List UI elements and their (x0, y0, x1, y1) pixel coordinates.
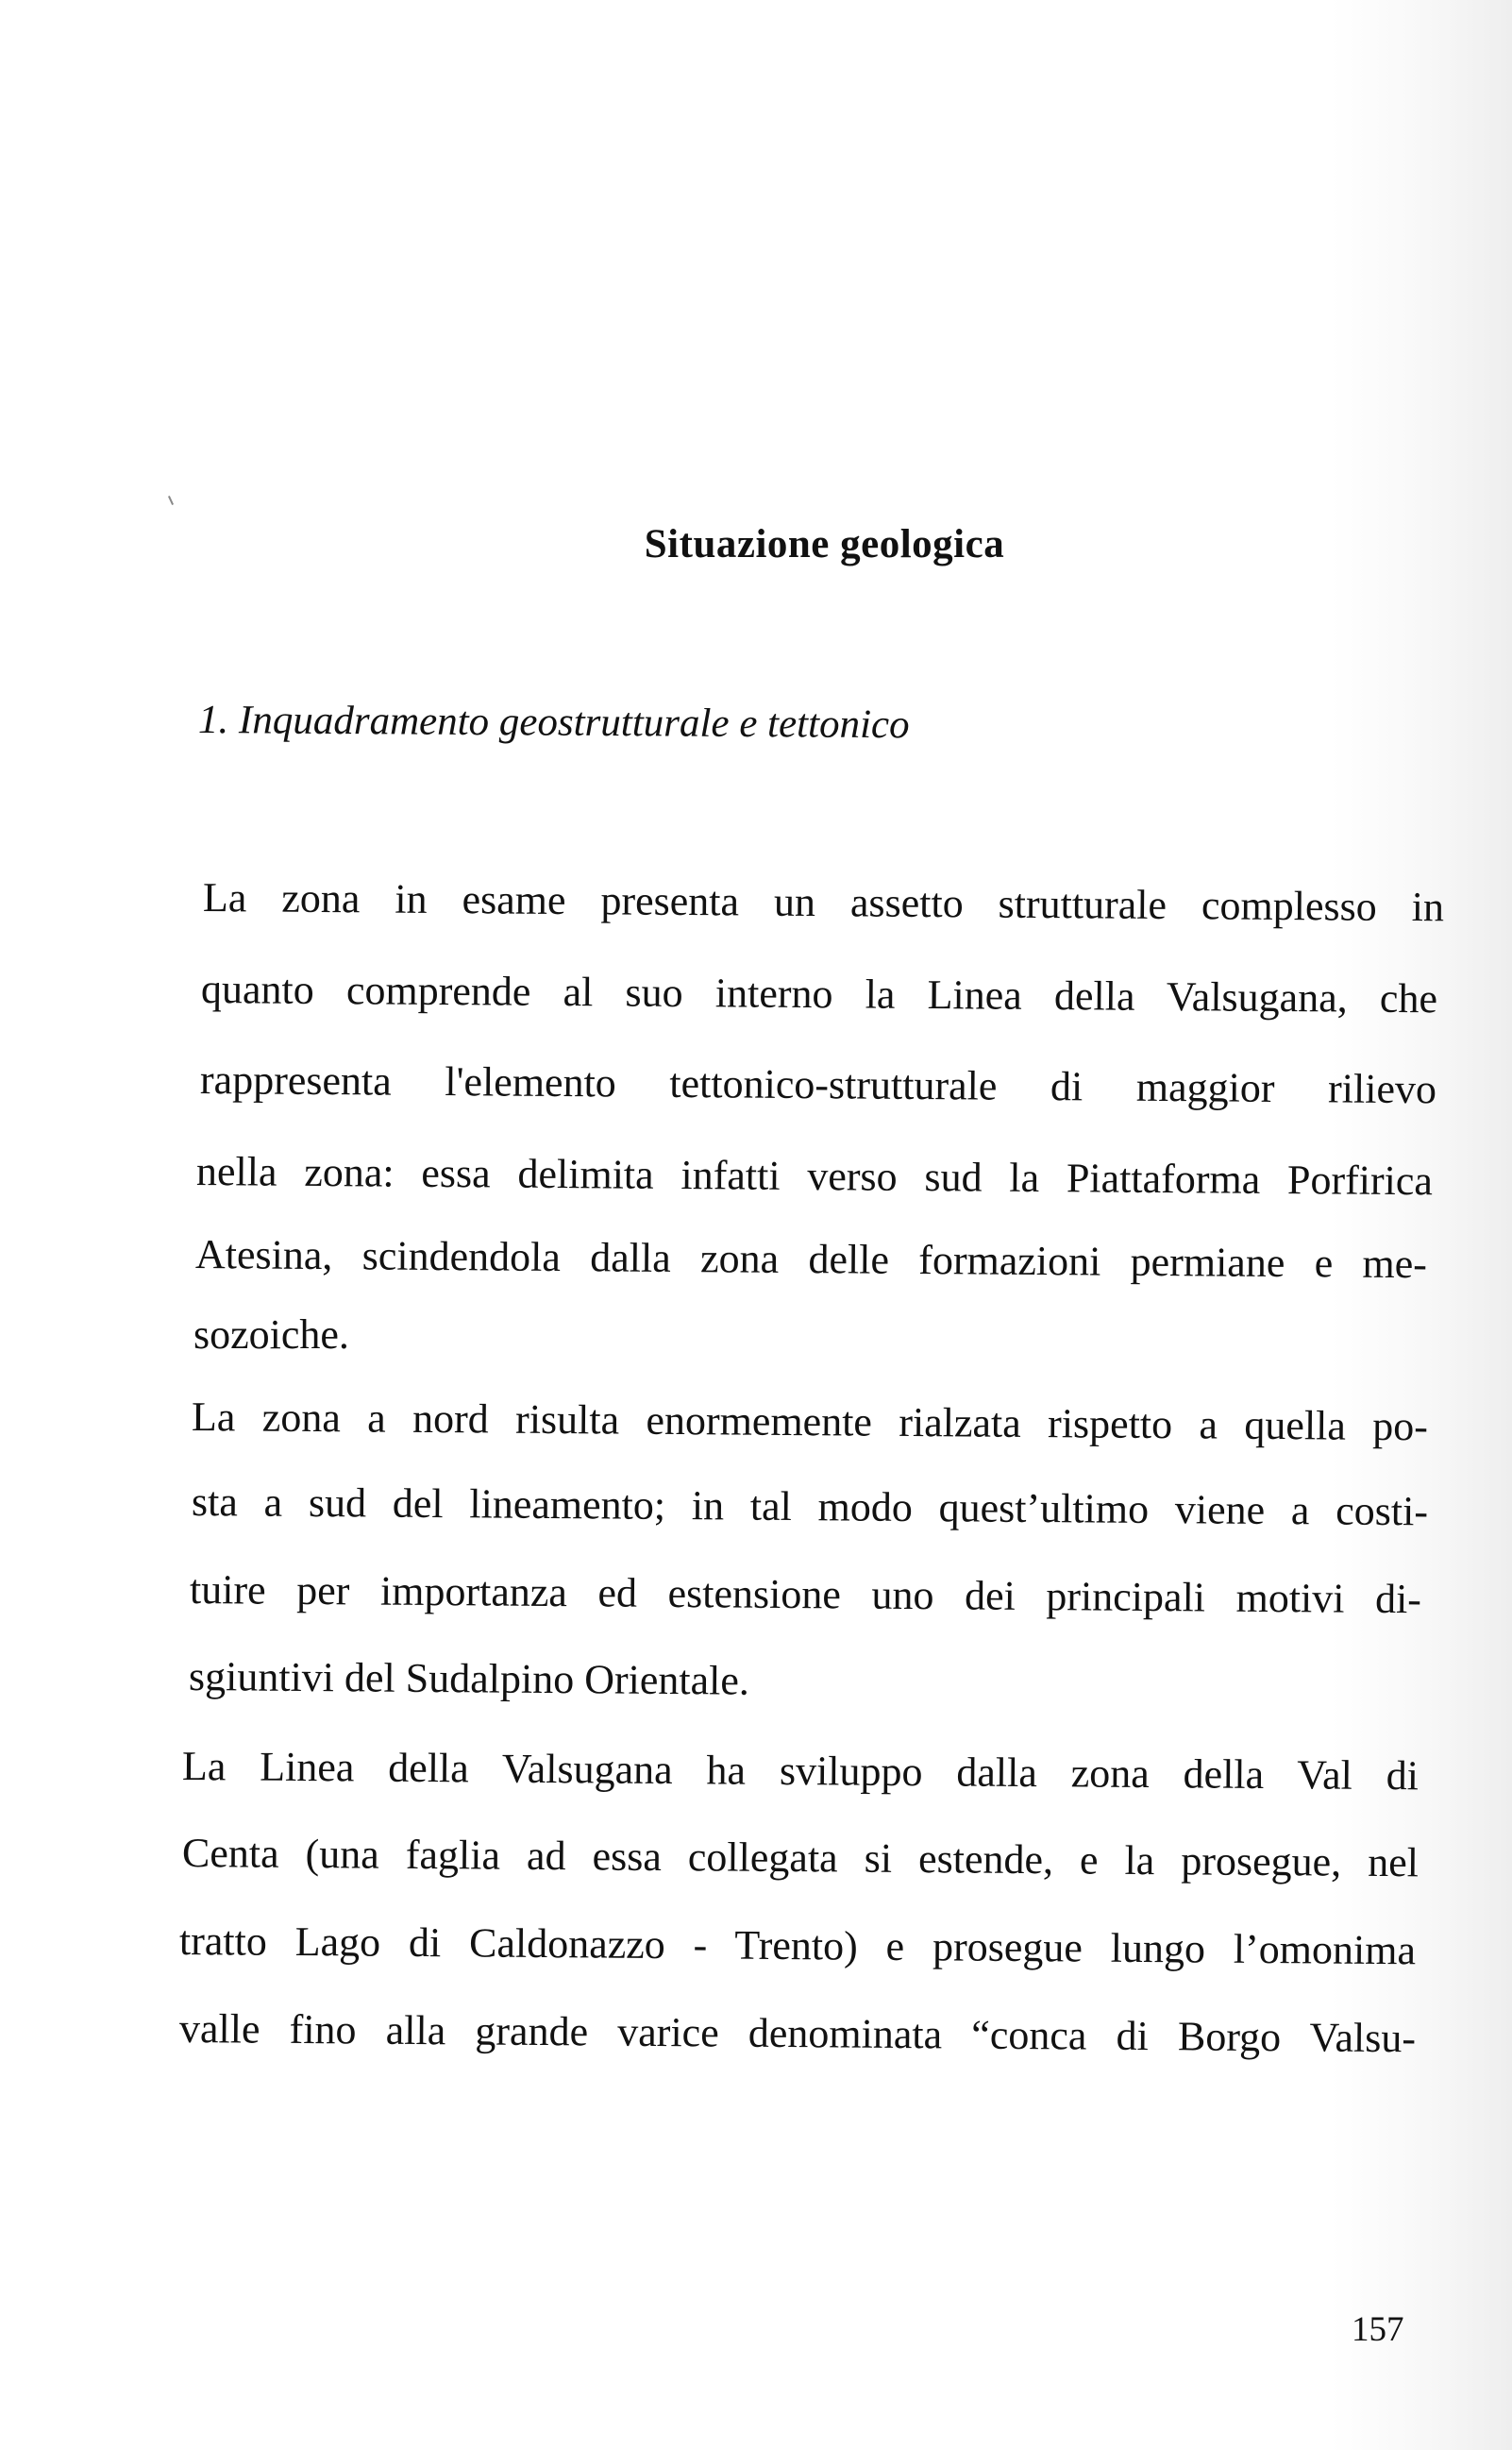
text-line: tratto Lago di Caldonazzo - Trento) e prosegue lungo l’omonima (178, 1918, 1417, 1974)
section-title: 1. Inquadramento geostrutturale e tettonico (197, 698, 910, 748)
text-line: sgiuntivi del Sudalpino Orientale. (188, 1653, 750, 1704)
text-line: Centa (una faglia ad essa collegata si estende, e la prosegue, nel (181, 1830, 1420, 1886)
text-line: Atesina, scindendola dalla zona delle formazioni permiane e me- (194, 1231, 1428, 1288)
text-line: La zona in esame presenta un assetto strutturale complesso in (202, 874, 1445, 931)
text-line: nella zona: essa delimita infatti verso sud la Piattaforma Porfirica (195, 1148, 1434, 1205)
text-line: rappresenta l'elemento tettonico-strutturale di maggior rilievo (199, 1056, 1437, 1113)
page-number: 157 (1352, 2310, 1404, 2349)
text-line: La zona a nord risulta enormemente rialzata rispetto a quella po- (191, 1394, 1429, 1450)
text-line: sta a sud del lineamento; in tal modo quest’ultimo viene a costi- (191, 1478, 1429, 1535)
text-line: sozoiche. (193, 1311, 349, 1358)
text-line: quanto comprende al suo interno la Linea della Valsugana, che (200, 966, 1438, 1022)
page-heading: Situazione geologica (644, 522, 1005, 566)
text-line: tuire per importanza ed estensione uno dei principali motivi di- (189, 1566, 1422, 1623)
text-line: valle fino alla grande varice denominata “conca di Borgo Valsu- (178, 2005, 1417, 2062)
scan-mark (168, 496, 174, 505)
text-line: La Linea della Valsugana ha sviluppo dalla zona della Val di (181, 1743, 1420, 1799)
